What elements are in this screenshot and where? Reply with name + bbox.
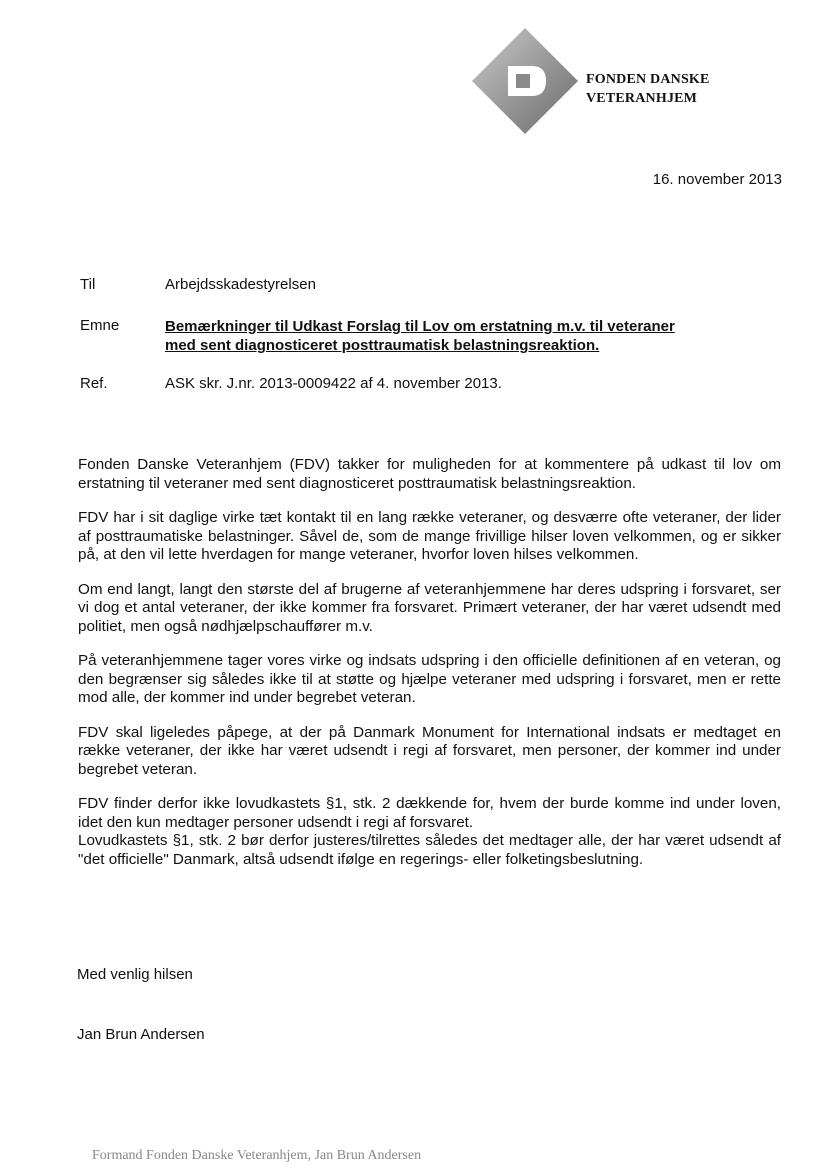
paragraph-3: Om end langt, langt den største del af brugerne af veteranhjemmene har deres udspring i forsvaret, ser vi dog et antal veteraner, der ikke kommer fra forsvaret. Primært veteraner, der har været udsendt med politiet, men også nødhjælpschauffører m.v. xyxy=(78,580,781,635)
org-name xyxy=(586,70,710,108)
ref-value: ASK skr. J.nr. 2013-0009422 af 4. november 2013. xyxy=(165,375,502,392)
org-name-line2: VETERANHJEM xyxy=(586,91,698,106)
subject-label: Emne xyxy=(80,317,120,334)
closing: Med venlig hilsen xyxy=(77,966,193,983)
letter-date: 16. november 2013 xyxy=(652,171,782,188)
paragraph-5: FDV skal ligeledes påpege, at der på Danmark Monument for International indsats er medtaget en række veteraner, der ikke har været udsendt i regi af forsvaret, men personer, der kommer ind under begrebet veteran. xyxy=(78,723,781,778)
paragraph-4: På veteranhjemmene tager vores virke og indsats udspring i den officielle definitionen af en veteran, og den begrænser sig således ikke til at støtte og hjælpe veteraner med udspring i forsvaret, men er rette mod alle, der kommer ind under begrebet veteran. xyxy=(78,652,781,706)
paragraph-6a: FDV finder derfor ikke lovudkastets §1, stk. 2 dækkende for, hvem der burde komme ind under loven, idet den kun medtager personer udsendt i regi af forsvaret. xyxy=(78,795,781,831)
to-label: Til xyxy=(80,276,96,293)
paragraph-1: Fonden Danske Veteranhjem (FDV) takker for muligheden for at kommentere på udkast til lov om erstatning til veteraner med sent diagnosticeret posttraumatisk belastningsreaktion. xyxy=(78,456,781,492)
footer: Formand Fonden Danske Veteranhjem, Jan Brun Andersen xyxy=(92,1148,422,1163)
to-value: Arbejdsskadestyrelsen xyxy=(165,276,316,293)
org-name-line1: FONDEN DANSKE xyxy=(586,72,710,87)
subject-line2: med sent diagnosticeret posttraumatisk belastningsreaktion. xyxy=(165,337,600,354)
letter-body xyxy=(78,456,781,885)
subject-line1: Bemærkninger til Udkast Forslag til Lov om erstatning m.v. til veteraner xyxy=(165,318,675,335)
paragraph-2: FDV har i sit daglige virke tæt kontakt til en lang række veteraner, og desværre ofte veteraner, der lider af posttraumatiske belastninger. Såvel de, som de mange frivillige hilser loven velkommen, og er sikker på, at den vil lette hverdagen for mange veteraner, hvorfor loven hilses velkommen. xyxy=(78,509,781,563)
paragraph-6b: Lovudkastets §1, stk. 2 bør derfor justeres/tilrettes således det medtager alle, der har været udsendt af "det officielle" Danmark, altså udsendt ifølge en regerings- eller folketingsbeslutning. xyxy=(78,832,781,868)
subject xyxy=(165,317,775,355)
signature-name: Jan Brun Andersen xyxy=(77,1026,205,1043)
ref-label: Ref. xyxy=(80,375,108,392)
fdv-diamond-logo-icon xyxy=(470,26,580,136)
